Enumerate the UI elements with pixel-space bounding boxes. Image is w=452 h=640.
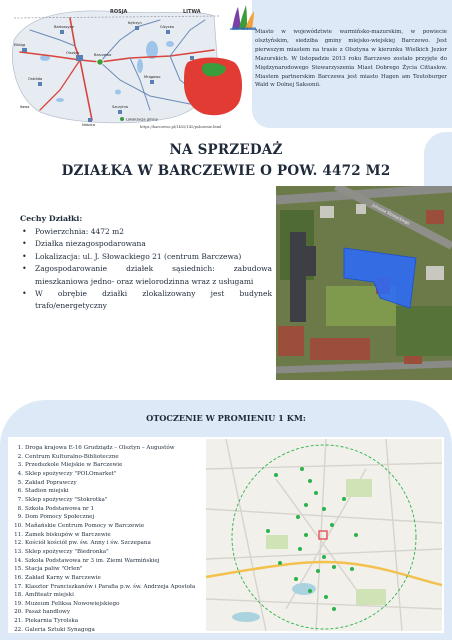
list-item: 19. Muzeum Feliksa Nowowiejskiego xyxy=(14,600,120,607)
city-label-gizycko: Giżycko xyxy=(160,25,174,29)
city-label-barczewo: Barczewo xyxy=(94,53,112,57)
map-source-url[interactable]: https://barczewo.pl/1455/145/polozenie.html xyxy=(140,125,222,129)
country-label-rosja: ROSJA xyxy=(110,9,128,15)
list-item: 7. Sklep spożywczy "Stokrotka" xyxy=(17,496,108,503)
list-item: 21. Piekarnia Tyrolska xyxy=(14,618,79,625)
city-label-elblag: Elbląg xyxy=(14,43,26,47)
location-map-graphic xyxy=(0,0,250,135)
city-label-ketrzyn: Kętrzyn xyxy=(128,21,142,25)
feature-item: • Powierzchnia: 4472 m2 xyxy=(22,226,272,238)
title-line-1: NA SPRZEDAŻ xyxy=(169,142,283,158)
surroundings-map xyxy=(206,439,442,631)
feature-item: • Działka niezagospodarowana xyxy=(22,238,272,250)
city-label-bartoszyce: Bartoszyce xyxy=(54,25,74,29)
list-item: 8. Szkoła Podstawowa nr 1 xyxy=(17,505,95,512)
surroundings-map-graphic xyxy=(206,439,442,631)
city-label-olsztyn: Olsztyn xyxy=(66,51,80,55)
legend-marker xyxy=(120,117,124,121)
list-item: 13. Sklep spożywczy "Biedronka" xyxy=(14,548,109,555)
location-map xyxy=(0,0,250,135)
list-item: 16. Zakład Karny w Barczewie xyxy=(14,574,101,581)
street-label: Juliusza Słowackiego xyxy=(371,202,411,226)
list-item: 5. Zakład Poprawczy xyxy=(17,479,77,486)
features-heading: Cechy Działki: xyxy=(20,214,83,223)
feature-item: • W obrębie działki zlokalizowany jest budynek trafo/energetyczny xyxy=(22,288,272,313)
city-label-ostroda: Ostróda xyxy=(28,77,43,81)
legend-label: Lokalizacja gminy xyxy=(126,117,158,122)
surroundings-heading: OTOCZENIE W PROMIENIU 1 KM: xyxy=(146,413,306,423)
title-line-2: DZIAŁKA W BARCZEWIE O POW. 4472 M2 xyxy=(61,163,391,179)
intro-text: Miasto w województwie warmińsko-mazurskim, w powiecie olsztyńskim, siedziba gminy miejsko-wiejskiej Barczewo. Jest pierwszym miastem na trasie z Olsztyna w kierunku Wielkich Jezior Mazurskich. W listopadzie 2013 roku Barczewo zostało przyjęte do Międzynarodowego Stowarzyszenia Miast Dobrego Życia Cittaslow. Miastem partnerskim Barczewa jest miasto Hagen am Teutoburger Wald w Dolnej Saksonii. xyxy=(255,29,447,89)
aerial-photo xyxy=(276,186,452,380)
feature-item: • Zagospodarowanie działek sąsiednich: zabudowa mieszkaniowa jedno- oraz wielorodzinna wraz z usługami xyxy=(22,263,272,288)
features-list xyxy=(22,226,272,313)
city-label-mragowo: Mrągowo xyxy=(144,75,161,79)
city-label-szczytno: Szczytno xyxy=(112,105,129,109)
list-item: 2. Centrum Kulturalno-Biblioteczne xyxy=(17,453,119,460)
list-item: 12. Kościół kościół pw. św. Anny i św. Szczepana xyxy=(14,540,151,547)
poland-inset xyxy=(184,58,242,116)
aerial-photo-graphic xyxy=(276,186,452,380)
list-item: 1. Droga krajowa E-16 Grudziądz – Olsztyn – Augustów xyxy=(17,445,175,451)
list-item: 18. Amfiteatr miejski xyxy=(14,592,74,599)
country-label-litwa: LITWA xyxy=(183,9,201,15)
list-item: 11. Zamek biskupów w Barczewie xyxy=(14,531,111,538)
list-item: 22. Galeria Sztuki Synagoga xyxy=(14,626,95,633)
list-item: 3. Przedszkole Miejskie w Barczewie xyxy=(17,462,123,469)
list-item: 14. Szkoła Podstawowa nr 3 im. Ziemi Warmińskiej xyxy=(14,557,160,564)
list-item: 4. Sklep spożywczy "POLOmarket" xyxy=(17,470,117,477)
city-label-nidzica: Nidzica xyxy=(82,123,96,127)
page-title xyxy=(0,140,452,182)
city-label-ilawa: Iława xyxy=(20,105,30,109)
list-item: 6. Stadion miejski xyxy=(17,488,69,495)
logo-wordmark: Barczewo xyxy=(231,26,257,32)
feature-item: • Lokalizacja: ul. J. Słowackiego 21 (centrum Barczewa) xyxy=(22,251,272,263)
list-item: 20. Pasaż handlowy xyxy=(14,609,71,616)
list-item: 9. Dom Pomocy Społecznej xyxy=(17,514,95,521)
list-item: 10. Mañańskie Centrum Pomocy w Barczewie xyxy=(14,522,145,529)
poi-list xyxy=(12,444,207,634)
list-item: 15. Stacja paliw "Orlen" xyxy=(14,566,83,573)
list-item: 17. Klasztor Franciszkanów i Parafia p.w. św. Andrzeja Apostoła xyxy=(14,583,196,590)
